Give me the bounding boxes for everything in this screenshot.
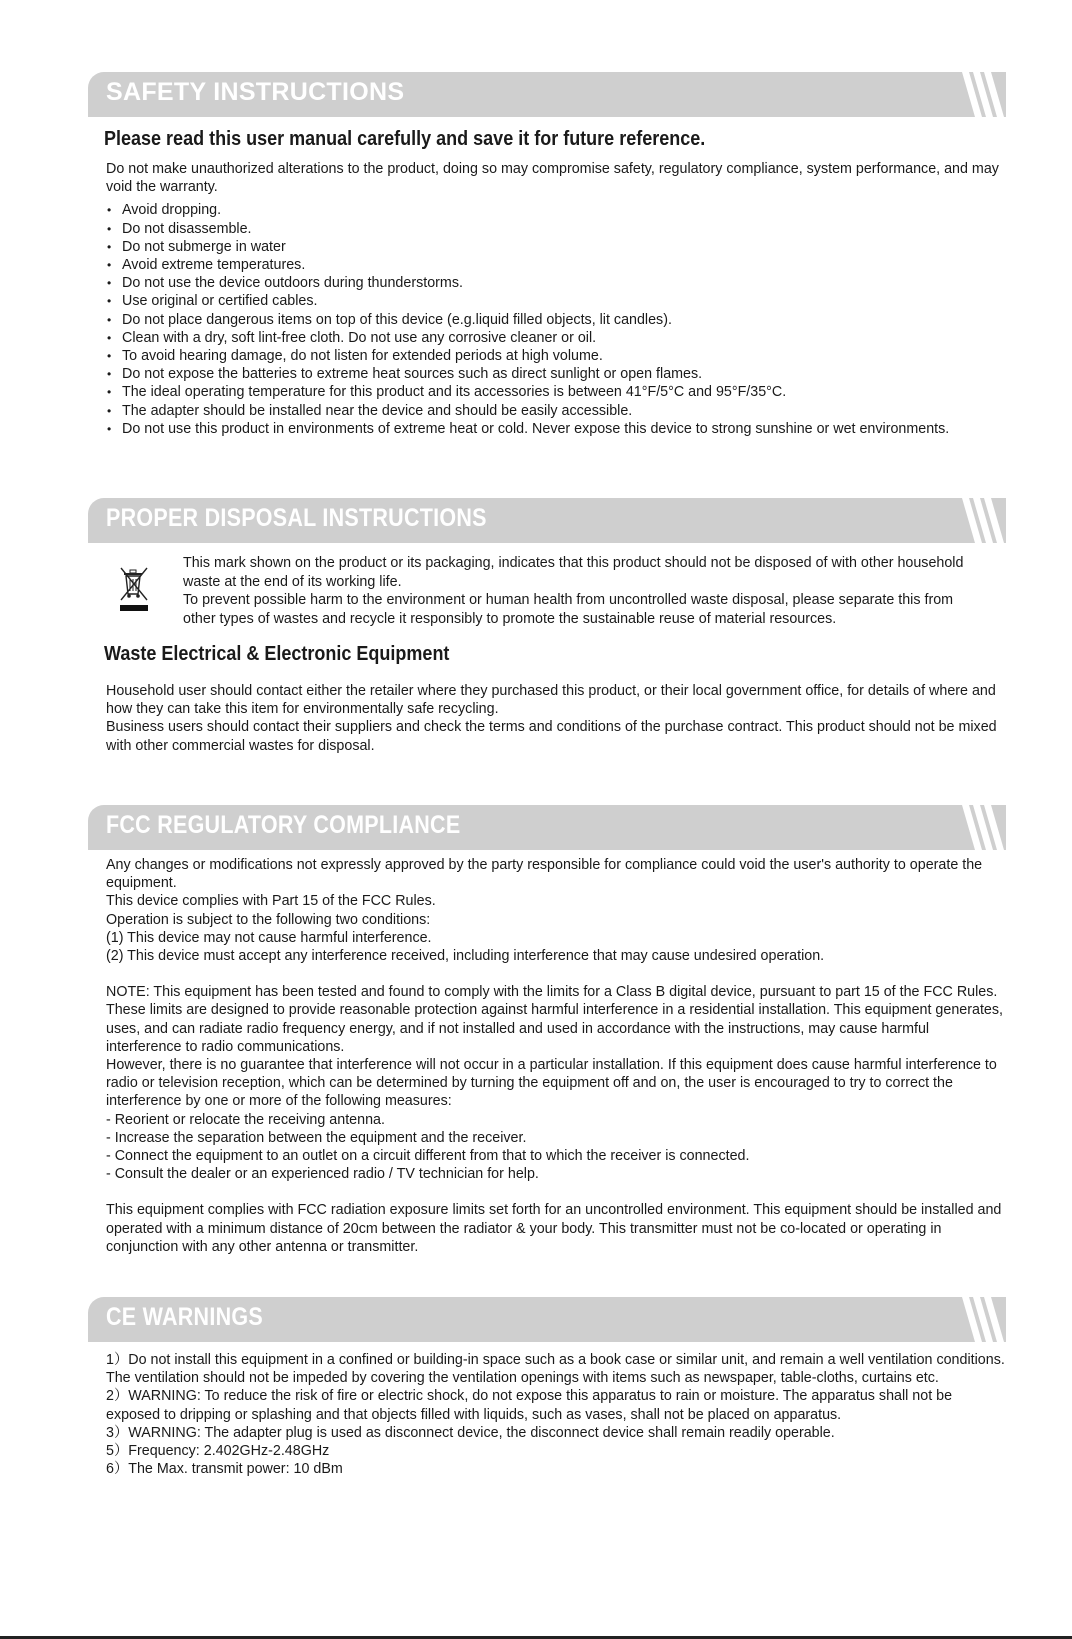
weee-paragraph-2: Business users should contact their suppliers and check the terms and conditions of the purchase contract. This product should not be mixed with other commercial wastes for disposal. (106, 719, 997, 754)
list-item: • Use original or certified cables. (106, 292, 1006, 310)
safety-banner (88, 72, 1006, 117)
ce-line: 3）WARNING: The adapter plug is used as disconnect device, the disconnect device shall remain readily operable. (106, 1424, 835, 1441)
ce-line: 5）Frequency: 2.402GHz-2.48GHz (106, 1443, 330, 1460)
ce-line: 1）Do not install this equipment in a confined or building-in space such as a book case or similar unit, and remain a well ventilation conditions. The ventilation should not be impeded by covering the ventilation openings with items such as newspaper, table-cloths, curtains etc. (106, 1352, 1005, 1387)
fcc-line: Any changes or modifications not expressly approved by the party responsible for compliance could void the user's authority to operate the equipment. (106, 857, 983, 892)
list-item: • Avoid dropping. (106, 201, 1006, 219)
weee-body (106, 682, 1006, 755)
disposal-mark-paragraph-1: This mark shown on the product or its packaging, indicates that this product should not be disposed of with other household waste at the end of its working life. (183, 555, 964, 590)
ce-body (106, 1351, 1006, 1478)
safety-intro: Do not make unauthorized alterations to the product, doing so may compromise safety, regulatory compliance, system performance, and may void the warranty. (106, 161, 999, 196)
fcc-note: NOTE: This equipment has been tested and found to comply with the limits for a Class B digital device, pursuant to part 15 of the FCC Rules. These limits are designed to provide reasonable protection against harmful interference in a residential installation. This equipment generates, uses, and can radiate radio frequency energy, and if not installed and used in accordance with the instructions, may cause harmful interference to radio communications. (106, 984, 1003, 1055)
fcc-line: However, there is no guarantee that interference will not occur in a particular installation. If this equipment does cause harmful interference to radio or television reception, which can be determined by turning the equipment off and on, the user is encouraged to try to correct the interference by one or more of the following measures: (106, 1057, 997, 1110)
ce-title: CE WARNINGS (106, 1303, 263, 1331)
ce-line: 2）WARNING: To reduce the risk of fire or electric shock, do not expose this apparatus to rain or moisture. The apparatus shall not be exposed to dripping or splashing and that objects filled with liquids, such as vases, shall not be placed on apparatus. (106, 1388, 953, 1423)
fcc-measure: - Increase the separation between the equipment and the receiver. (106, 1129, 527, 1146)
list-item: • Do not submerge in water (106, 238, 1006, 256)
fcc-line: Operation is subject to the following two conditions: (106, 911, 431, 928)
safety-title: SAFETY INSTRUCTIONS (106, 78, 405, 106)
banner-stripes-icon (956, 1297, 1006, 1342)
weee-heading: Waste Electrical & Electronic Equipment (104, 643, 450, 665)
list-item: • The ideal operating temperature for this product and its accessories is between 41°F/5°C and 95°F/35°C. (106, 383, 1006, 401)
fcc-measure: - Reorient or relocate the receiving antenna. (106, 1111, 385, 1128)
fcc-line: (2) This device must accept any interference received, including interference that may cause undesired operation. (106, 948, 825, 965)
fcc-measure: - Connect the equipment to an outlet on a circuit different from that to which the receiver is connected. (106, 1148, 750, 1165)
list-item: • Avoid extreme temperatures. (106, 256, 1006, 274)
fcc-title: FCC REGULATORY COMPLIANCE (106, 811, 461, 839)
list-item: • Do not use this product in environments of extreme heat or cold. Never expose this device to strong sunshine or wet environments. (106, 420, 1006, 438)
fcc-radiation: This equipment complies with FCC radiation exposure limits set forth for an uncontrolled environment. This equipment should be installed and operated with a minimum distance of 20cm between the radiator & your body. This transmitter must not be co-located or operating in conjunction with any other antenna or transmitter. (106, 1202, 1002, 1255)
disposal-banner (88, 498, 1006, 543)
safety-bullet-list (106, 201, 1006, 438)
banner-stripes-icon (956, 805, 1006, 850)
banner-stripes-icon (956, 498, 1006, 543)
fcc-banner (88, 805, 1006, 850)
fcc-line: (1) This device may not cause harmful interference. (106, 929, 432, 946)
list-item: • Clean with a dry, soft lint-free cloth. Do not use any corrosive cleaner or oil. (106, 329, 1006, 347)
weee-crossed-bin-icon (117, 564, 151, 614)
disposal-mark-text (183, 554, 983, 628)
safety-body (106, 160, 1006, 438)
list-item: • Do not use the device outdoors during thunderstorms. (106, 274, 1006, 292)
list-item: • The adapter should be installed near the device and should be easily accessible. (106, 402, 1006, 420)
fcc-line: This device complies with Part 15 of the FCC Rules. (106, 893, 436, 910)
fcc-measure: - Consult the dealer or an experienced radio / TV technician for help. (106, 1166, 539, 1183)
list-item: • To avoid hearing damage, do not listen for extended periods at high volume. (106, 347, 1006, 365)
safety-heading: Please read this user manual carefully and save it for future reference. (104, 128, 706, 150)
fcc-body (106, 856, 1006, 1256)
ce-banner (88, 1297, 1006, 1342)
disposal-title: PROPER DISPOSAL INSTRUCTIONS (106, 504, 487, 532)
banner-stripes-icon (956, 72, 1006, 117)
weee-paragraph-1: Household user should contact either the retailer where they purchased this product, or their local government office, for details of where and how they can take this item for environmentally safe recycling. (106, 683, 996, 718)
disposal-mark-paragraph-2: To prevent possible harm to the environment or human health from uncontrolled waste disposal, please separate this from other types of wastes and recycle it responsibly to promote the sustainable reuse of material resources. (183, 592, 954, 627)
list-item: • Do not disassemble. (106, 220, 1006, 238)
list-item: • Do not expose the batteries to extreme heat sources such as direct sunlight or open flames. (106, 365, 1006, 383)
list-item: • Do not place dangerous items on top of this device (e.g.liquid filled objects, lit candles). (106, 311, 1006, 329)
ce-line: 6）The Max. transmit power: 10 dBm (106, 1461, 343, 1478)
